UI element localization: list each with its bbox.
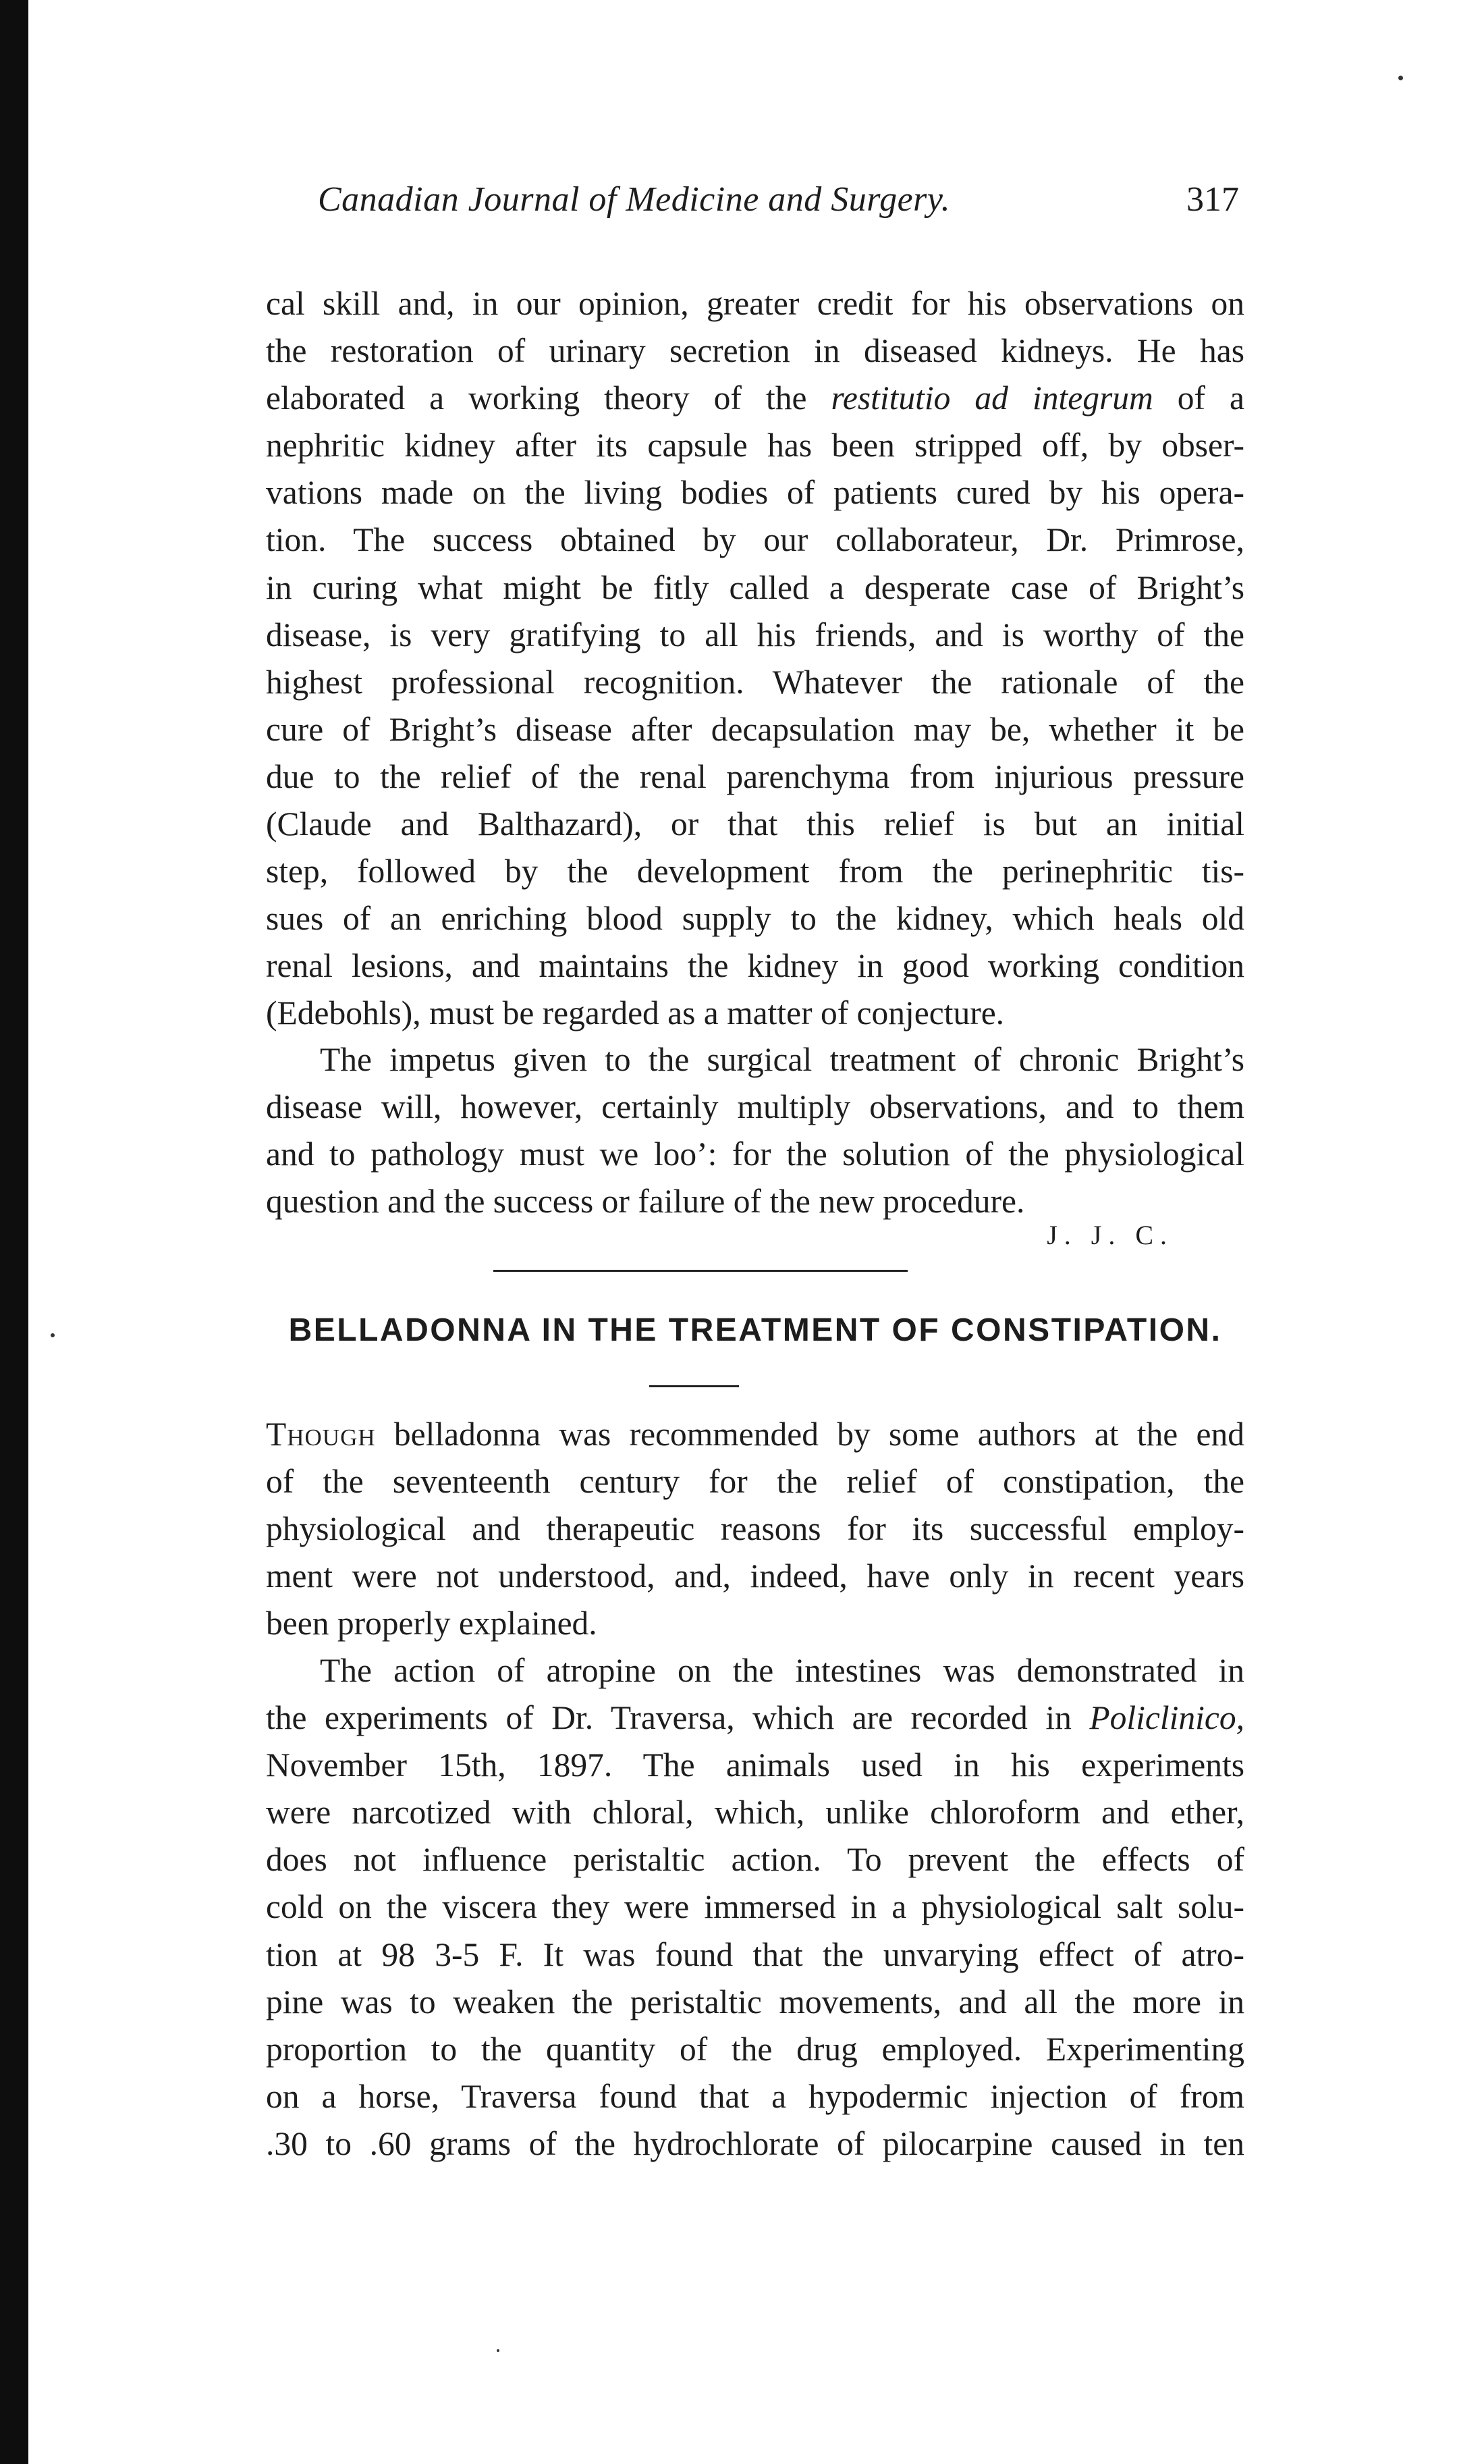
text-line: nephritic kidney after its capsule has been stripped off, by obser- <box>266 427 1244 464</box>
text-run: of a <box>1153 379 1244 417</box>
text-line: (Claude and Balthazard), or that this relief is but an initial <box>266 805 1244 843</box>
text-line: physiological and therapeutic reasons for its successful employ- <box>266 1510 1244 1548</box>
text-line: The action of atropine on the intestines was demonstrated in <box>320 1652 1244 1689</box>
text-line: tion. The success obtained by our collaborateur, Dr. Primrose, <box>266 521 1244 559</box>
section-paragraph-1 <box>266 1411 1244 1647</box>
text-line: highest professional recognition. Whatever the rationale of the <box>266 663 1244 701</box>
text-line: on a horse, Traversa found that a hypodermic injection of from <box>266 2077 1244 2115</box>
text-line: ment were not understood, and, indeed, have only in recent years <box>266 1557 1244 1595</box>
text-line: proportion to the quantity of the drug employed. Experimenting <box>266 2030 1244 2068</box>
scan-speck <box>51 1333 55 1337</box>
text-line: in curing what might be fitly called a desperate case of Bright’s <box>266 568 1244 606</box>
text-line: renal lesions, and maintains the kidney in good working condition <box>266 947 1244 985</box>
text-line: cal skill and, in our opinion, greater credit for his observations on <box>266 285 1244 322</box>
text-line: been properly explained. <box>266 1605 597 1642</box>
text-line: vations made on the living bodies of patients cured by his opera- <box>266 474 1244 512</box>
page-number: 317 <box>1186 180 1239 219</box>
text-line: The impetus given to the surgical treatment of chronic Bright’s <box>320 1041 1244 1078</box>
scan-speck <box>497 2349 499 2352</box>
text-line: question and the success or failure of the new procedure. <box>266 1183 1025 1221</box>
text-run: the experiments of Dr. Traversa, which are recorded in <box>266 1699 1090 1737</box>
text-line: the restoration of urinary secretion in diseased kidneys. He has <box>266 332 1244 370</box>
article-continuation-paragraph <box>266 280 1244 1038</box>
text-line: of the seventeenth century for the relief of constipation, the <box>266 1463 1244 1501</box>
text-line <box>266 1411 1244 1458</box>
journal-citation: Policlinico, <box>1089 1699 1244 1737</box>
scan-speck <box>1398 76 1403 80</box>
text-line <box>266 1694 1244 1742</box>
text-line: does not influence peristaltic action. To prevent the effects of <box>266 1841 1244 1879</box>
text-line: and to pathology must we loo’: for the solution of the physiological <box>266 1135 1244 1173</box>
section-paragraph-2 <box>266 1647 1244 2168</box>
opening-word: Though <box>266 1416 376 1453</box>
journal-title: Canadian Journal of Medicine and Surgery. <box>318 180 951 219</box>
running-head <box>266 180 1244 227</box>
latin-phrase: restitutio ad integrum <box>831 379 1153 417</box>
section-divider-rule <box>493 1270 908 1272</box>
text-line: disease, is very gratifying to all his friends, and is worthy of the <box>266 616 1244 653</box>
text-line: step, followed by the development from the perinephritic tis- <box>266 853 1244 890</box>
heading-underline-rule <box>649 1385 739 1387</box>
text-line: pine was to weaken the peristaltic movements, and all the more in <box>266 1983 1244 2020</box>
text-line: cold on the viscera they were immersed in a physiological salt solu- <box>266 1888 1244 1926</box>
text-line: cure of Bright’s disease after decapsulation may be, whether it be <box>266 710 1244 748</box>
author-initials: J. J. C. <box>1047 1220 1174 1250</box>
text-line: sues of an enriching blood supply to the kidney, which heals old <box>266 900 1244 938</box>
text-line: tion at 98 3-5 F. It was found that the unvarying effect of atro- <box>266 1935 1244 1973</box>
text-run: belladonna was recommended by some authors at the end <box>375 1416 1244 1453</box>
scan-binding-edge <box>0 0 28 2464</box>
text-line: were narcotized with chloral, which, unlike chloroform and ether, <box>266 1794 1244 1831</box>
article-closing-paragraph <box>266 1036 1244 1225</box>
text-run: elaborated a working theory of the <box>266 379 831 417</box>
text-line: disease will, however, certainly multiply observations, and to them <box>266 1088 1244 1126</box>
text-line: .30 to .60 grams of the hydrochlorate of pilocarpine caused in ten <box>266 2124 1244 2162</box>
text-line: (Edebohls), must be regarded as a matter of conjecture. <box>266 994 1005 1032</box>
text-line: November 15th, 1897. The animals used in his experiments <box>266 1746 1244 1784</box>
section-heading: BELLADONNA IN THE TREATMENT OF CONSTIPATION. <box>288 1312 1222 1348</box>
text-line: due to the relief of the renal parenchyma from injurious pressure <box>266 757 1244 795</box>
text-line <box>266 375 1244 422</box>
